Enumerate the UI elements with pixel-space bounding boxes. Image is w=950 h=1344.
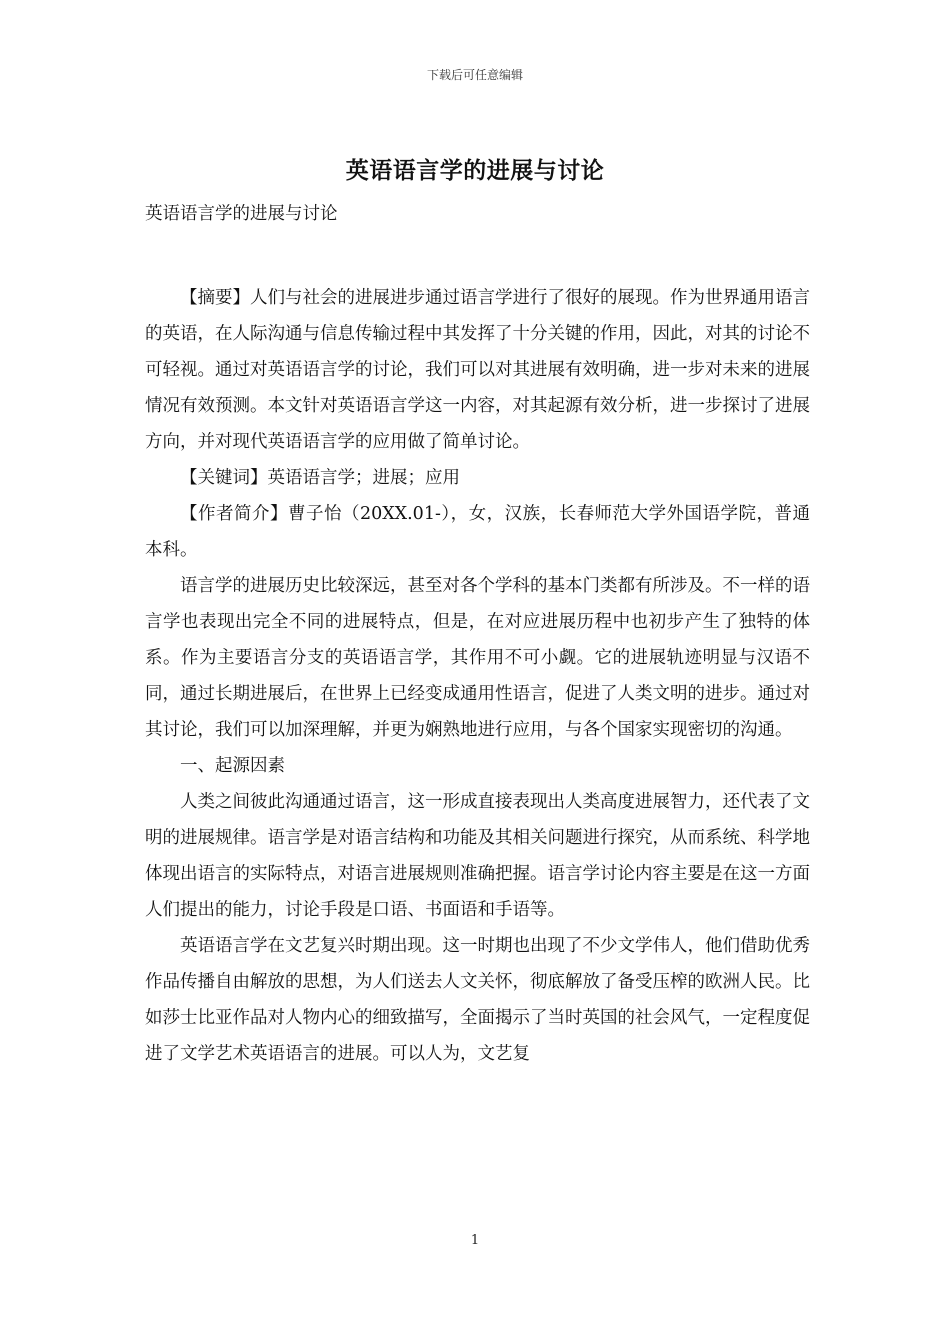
document-subtitle: 英语语言学的进展与讨论 (145, 204, 338, 224)
page-header: 下载后可任意编辑 (426, 68, 523, 82)
keywords-paragraph: 【关键词】英语语言学；进展；应用 (180, 468, 460, 488)
body-paragraph: 语言学的进展历史比较深远，甚至对各个学科的基本门类都有所涉及。不一样的语言学也表现出完全不同的进展特点，但是，在对应进展历程中也初步产生了独特的体系。作为主要语言分支的英语语言学，其作用不可小觑。它的进展轨迹明显与汉语不同，通过长期进展后，在世界上已经变成通用性语言，促进了人类文明的进步。通过对其讨论，我们可以加深理解，并更为娴熟地进行应用，与各个国家实现密切的沟通。 (145, 576, 810, 740)
body-paragraph: 英语语言学在文艺复兴时期出现。这一时期也出现了不少文学伟人，他们借助优秀作品传播自由解放的思想，为人们送去人文关怀，彻底解放了备受压榨的欧洲人民。比如莎士比亚作品对人物内心的细致描写，全面揭示了当时英国的社会风气，一定程度促进了文学艺术英语语言的进展。可以人为，文艺复 (145, 936, 810, 1064)
author-paragraph: 【作者简介】曹子怡（20XX.01-），女，汉族，长春师范大学外国语学院，普通本科。 (145, 504, 810, 560)
body-paragraph: 人类之间彼此沟通通过语言，这一形成直接表现出人类高度进展智力，还代表了文明的进展规律。语言学是对语言结构和功能及其相关问题进行探究，从而系统、科学地体现出语言的实际特点，对语言进展规则准确把握。语言学讨论内容主要是在这一方面人们提出的能力，讨论手段是口语、书面语和手语等。 (145, 792, 810, 920)
document-title: 英语语言学的进展与讨论 (345, 157, 605, 184)
document-body (145, 196, 810, 1072)
abstract-paragraph: 【摘要】人们与社会的进展进步通过语言学进行了很好的展现。作为世界通用语言的英语，在人际沟通与信息传输过程中其发挥了十分关键的作用，因此，对其的讨论不可轻视。通过对英语语言学的讨论，我们可以对其进展有效明确，进一步对未来的进展情况有效预测。本文针对英语语言学这一内容，对其起源有效分析，进一步探讨了进展方向，并对现代英语语言学的应用做了简单讨论。 (145, 288, 810, 452)
section-heading: 一、起源因素 (180, 756, 285, 776)
page-number: 1 (470, 1233, 480, 1248)
